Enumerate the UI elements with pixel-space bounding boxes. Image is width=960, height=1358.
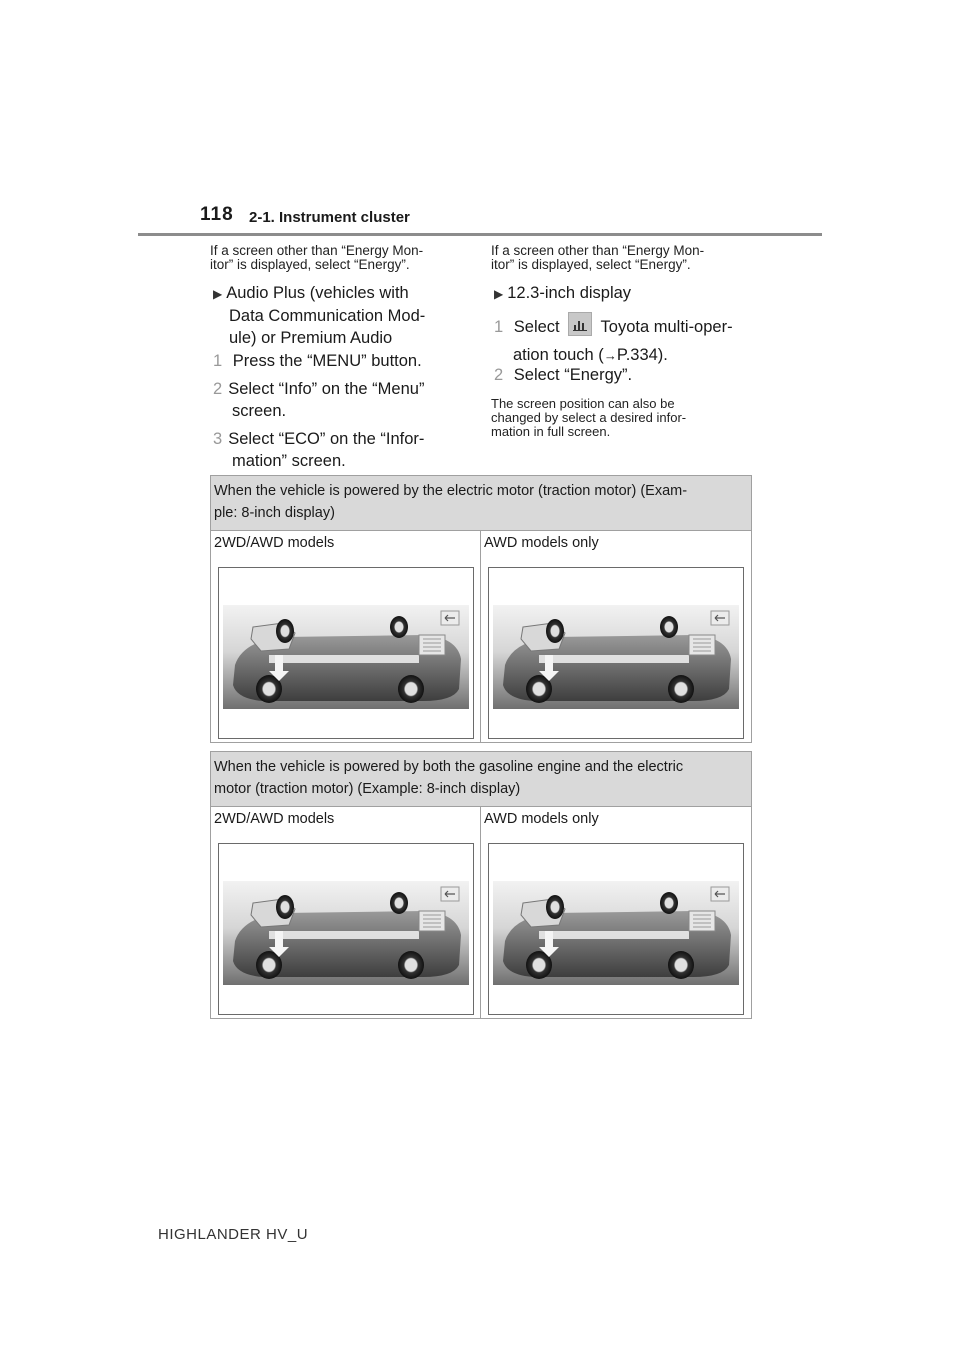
table-header: When the vehicle is powered by both the gasoline engine and the electric motor (traction motor) (Example: 8-inch display): [211, 752, 751, 807]
left-bullet: ▶ Audio Plus (vehicles with Data Communication Mod- ule) or Premium Audio: [213, 284, 426, 347]
left-step-3: 3 Select “ECO” on the “Infor- mation” screen.: [213, 430, 425, 470]
col-label-awd: AWD models only: [484, 535, 599, 551]
display-screenshot-2wd: [218, 567, 474, 739]
page-number: 118: [200, 204, 234, 225]
table-header: When the vehicle is powered by the electric motor (traction motor) (Exam- ple: 8-inch display): [211, 476, 751, 531]
col-label-2wd-awd: 2WD/AWD models: [214, 535, 335, 551]
table-engine-and-motor: [210, 751, 752, 1019]
section-title: 2-1. Instrument cluster: [249, 209, 410, 226]
display-screenshot-awd: [488, 843, 744, 1015]
table-electric-motor: [210, 475, 752, 743]
left-step-1: 1 Press the “MENU” button.: [213, 352, 422, 370]
display-screenshot-2wd: [218, 843, 474, 1015]
left-note: If a screen other than “Energy Mon- itor” is displayed, select “Energy”.: [210, 243, 424, 272]
col-label-awd: AWD models only: [484, 811, 599, 827]
table-row: [211, 531, 751, 743]
display-screenshot-awd: [488, 567, 744, 739]
triangle-bullet-icon: ▶: [494, 287, 504, 301]
triangle-bullet-icon: ▶: [213, 287, 223, 301]
right-step-2: 2 Select “Energy”.: [494, 366, 633, 384]
right-bullet: ▶ 12.3-inch display: [494, 284, 632, 302]
right-step-1: 1 Select Toyota multi-oper- ation touch (→P.334).: [494, 312, 733, 367]
left-step-2: 2 Select “Info” on the “Menu” screen.: [213, 380, 425, 420]
col-label-2wd-awd: 2WD/AWD models: [214, 811, 335, 827]
table-row: [211, 807, 751, 1019]
right-small-note: The screen position can also be changed by select a desired infor- mation in full screen.: [491, 396, 687, 439]
right-note: If a screen other than “Energy Mon- itor” is displayed, select “Energy”.: [491, 243, 705, 272]
energy-monitor-icon: [568, 312, 592, 336]
footer-model: HIGHLANDER HV_U: [158, 1226, 309, 1243]
header-rule: [138, 233, 822, 236]
